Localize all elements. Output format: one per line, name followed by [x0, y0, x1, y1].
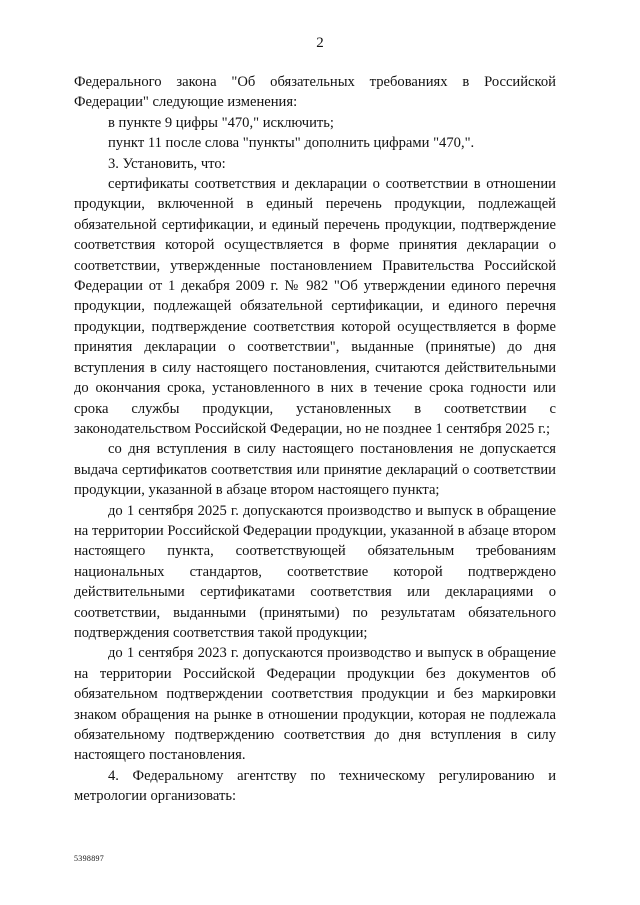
page-number: 2	[316, 35, 324, 51]
paragraph-federal-law-continuation: Федерального закона "Об обязательных требованиях в Российской Федерации" следующие изменения:	[74, 74, 556, 111]
paragraph-section-4-agency: 4. Федеральному агентству по техническому регулированию и метрологии организовать:	[74, 767, 556, 805]
paragraph-no-new-certificates: со дня вступления в силу настоящего постановления не допускается выдача сертификатов соответствия или принятие деклараций о соответствии продукции, указанной в абзаце втором настоящего пункта;	[74, 441, 556, 499]
paragraph-section-3-heading: 3. Установить, что:	[108, 155, 226, 172]
paragraph-production-until-2023: до 1 сентября 2023 г. допускаются производство и выпуск в обращение на территории Российской Федерации продукции без документов об обязательном подтверждении соответствия продукции и без маркировки знаком обращения на рынке в отношении продукции, которая не подлежала обязательному подтверждению соответствия до дня вступления в силу настоящего постановления.	[74, 645, 556, 764]
paragraph-item-9-amendment: в пункте 9 цифры "470," исключить;	[108, 114, 334, 131]
paragraph-certificates-validity: сертификаты соответствия и декларации о соответствии в отношении продукции, включенной в единый перечень продукции, подлежащей обязательной сертификации, и единый перечень продукции, подтверждение соответствия которой осуществляется в форме принятия декларации о соответствии, утвержденные постановлением Правительства Российской Федерации от 1 декабря 2009 г. № 982 "Об утверждении единого перечня продукции, подлежащей обязательной сертификации, и единого перечня продукции, подтверждение соответствия которой осуществляется в форме принятия декларации о соответствии", выданные (принятые) до дня вступления в силу настоящего постановления, считаются действительными до окончания срока, установленного в них в течение срока годности или срока службы продукции, установленных в соответствии с законодательством Российской Федерации, но не позднее 1 сентября 2025 г.;	[74, 176, 556, 437]
document-body	[74, 72, 556, 807]
paragraph-item-11-amendment: пункт 11 после слова "пункты" дополнить цифрами "470,".	[108, 135, 475, 152]
paragraph-production-until-2025: до 1 сентября 2025 г. допускаются производство и выпуск в обращение на территории Российской Федерации продукции, указанной в абзаце втором настоящего пункта, соответствующей обязательным требованиям национальных стандартов, соответствие которой подтверждено действительными сертификатами соответствия или декларациями о соответствии, выданными (принятыми) по результатам обязательного подтверждения соответствия такой продукции;	[74, 502, 556, 641]
document-code: 5398897	[74, 854, 105, 863]
